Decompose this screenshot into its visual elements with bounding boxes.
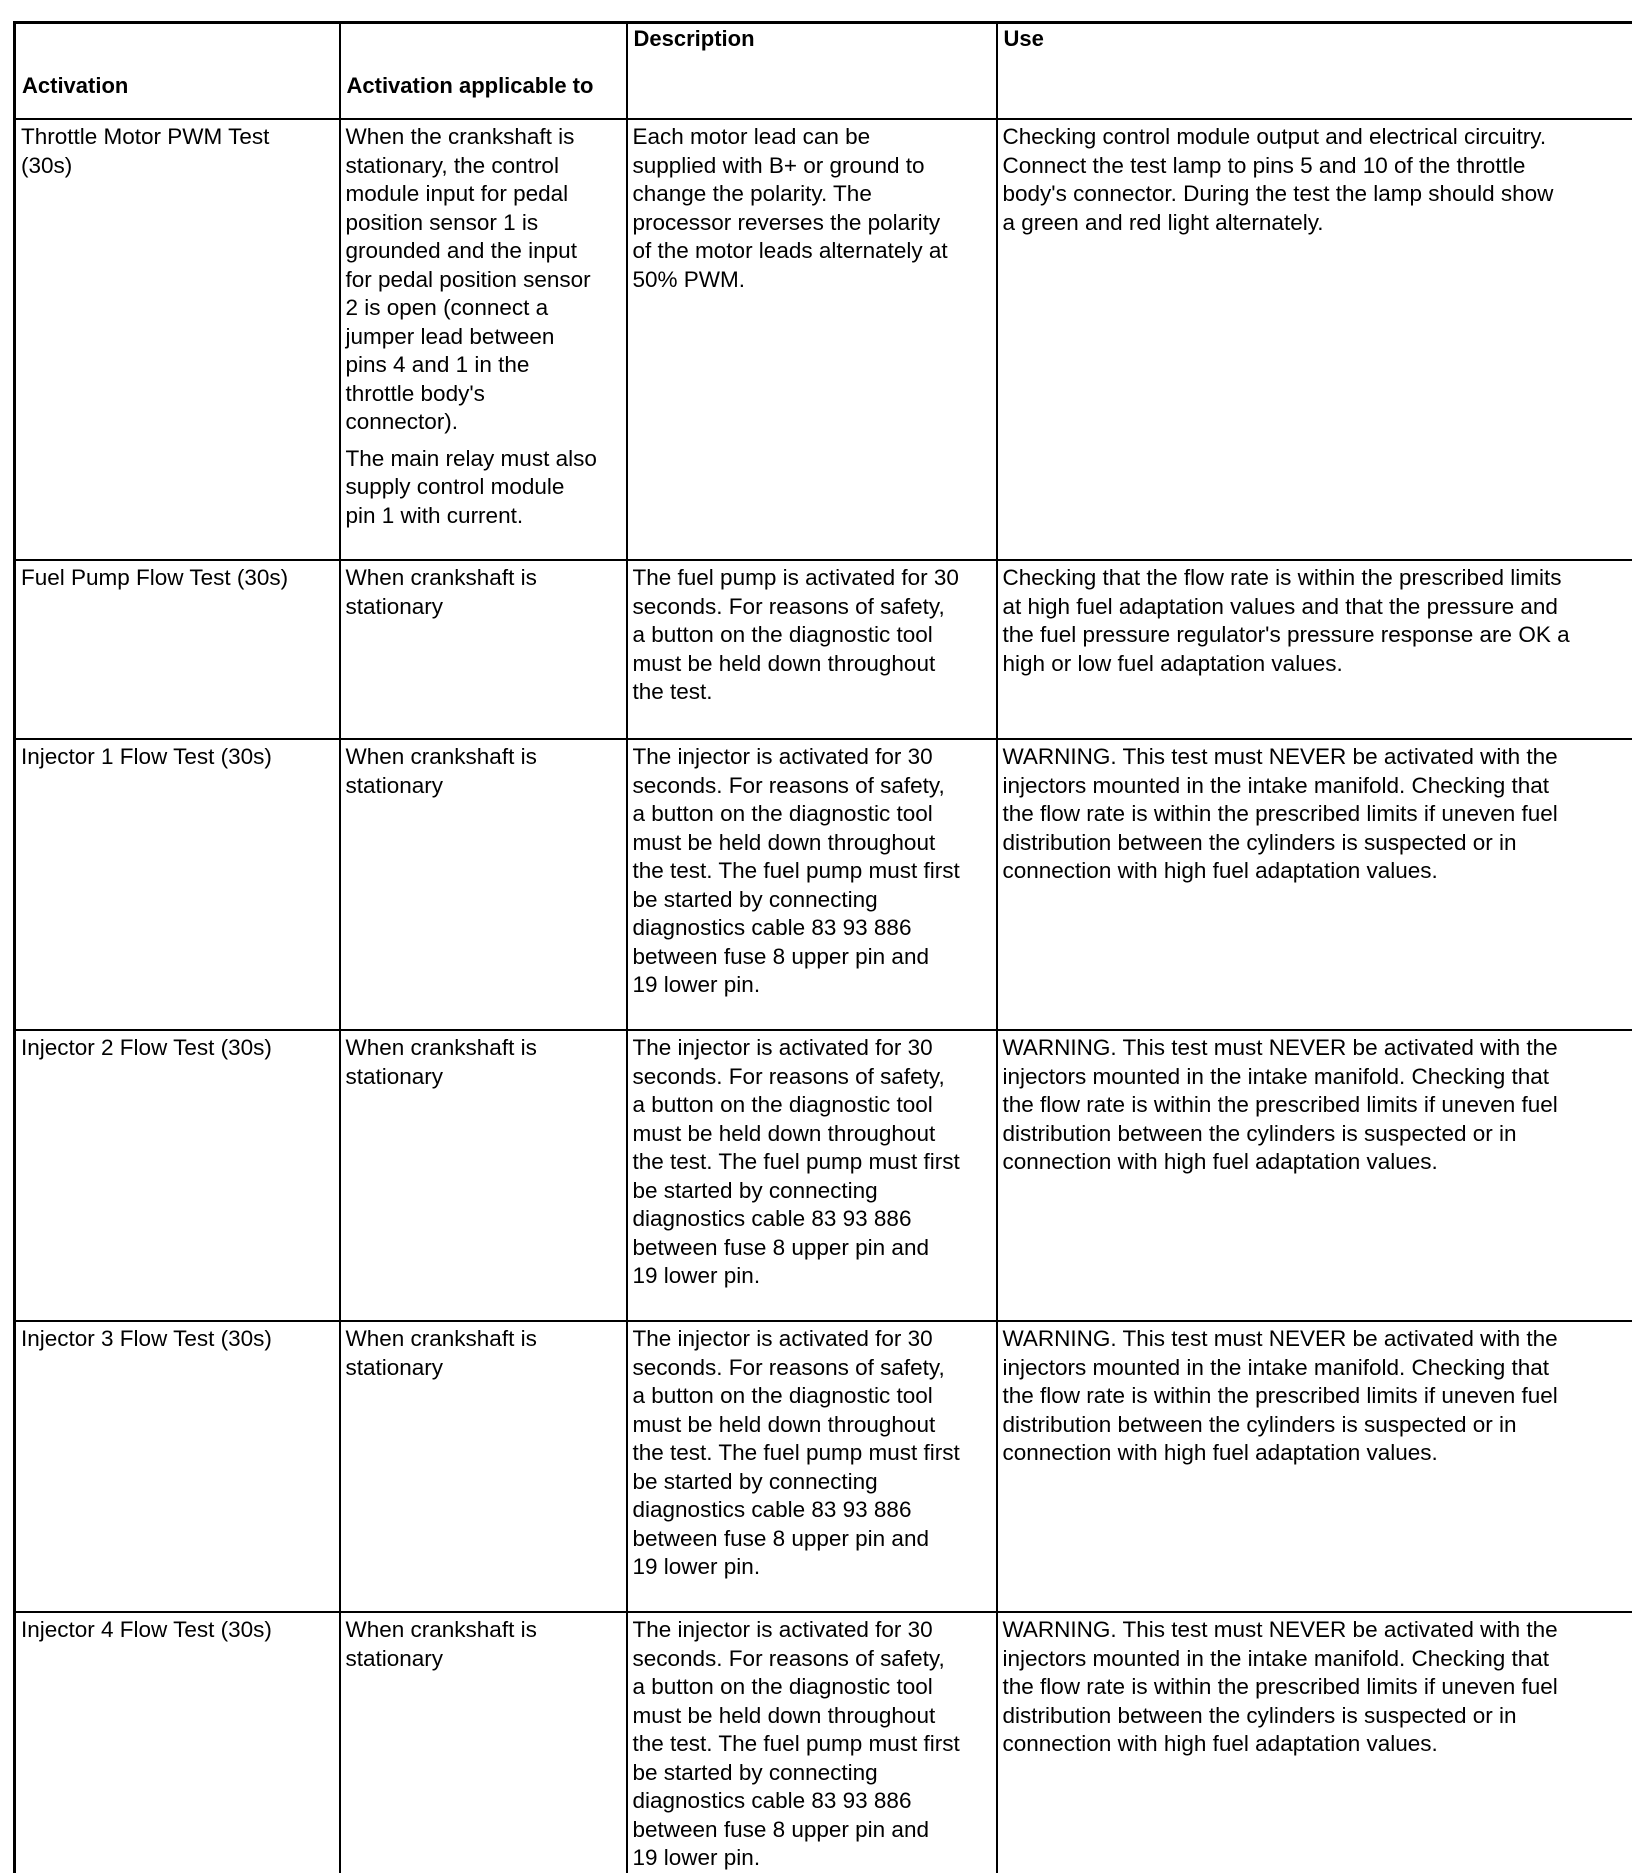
header-applicable: Activation applicable to bbox=[340, 23, 627, 120]
table-row bbox=[15, 1030, 1632, 1321]
cell-use bbox=[997, 560, 1632, 739]
cell-description bbox=[627, 1321, 997, 1612]
cell-use bbox=[997, 1612, 1632, 1873]
activation-text: Injector 1 Flow Test (30s) bbox=[21, 743, 334, 772]
description-text: Each motor lead can be supplied with B+ or ground to change the polarity. The processor reverses the polarity of the motor leads alternately at 50% PWM. bbox=[633, 123, 991, 294]
use-text: WARNING. This test must NEVER be activated with the injectors mounted in the intake manifold. Checking that the flow rate is within the prescribed limits if uneven fuel distribution between the cylinders is suspected or in connection with high fuel adaptation values. bbox=[1003, 1616, 1629, 1759]
description-text: The injector is activated for 30 seconds. For reasons of safety, a button on the diagnostic tool must be held down throughout the test. The fuel pump must first be started by connecting diagnostics cable 83 93 886 between fuse 8 upper pin and 19 lower pin. bbox=[633, 1325, 991, 1582]
applicable-note: The main relay must also supply control module pin 1 with current. bbox=[346, 445, 621, 531]
header-use: Use bbox=[997, 23, 1632, 120]
header-description: Description bbox=[627, 23, 997, 120]
cell-description bbox=[627, 739, 997, 1030]
cell-description bbox=[627, 1030, 997, 1321]
cell-applicable bbox=[340, 1612, 627, 1873]
applicable-text: When crankshaft is stationary bbox=[346, 743, 621, 800]
table-row bbox=[15, 739, 1632, 1030]
cell-use bbox=[997, 739, 1632, 1030]
activation-text: Injector 3 Flow Test (30s) bbox=[21, 1325, 334, 1354]
cell-applicable bbox=[340, 1321, 627, 1612]
header-row bbox=[15, 23, 1632, 120]
cell-description bbox=[627, 1612, 997, 1873]
cell-applicable bbox=[340, 560, 627, 739]
activation-text: Throttle Motor PWM Test (30s) bbox=[21, 123, 334, 180]
applicable-text: When crankshaft is stationary bbox=[346, 1325, 621, 1382]
use-text: Checking that the flow rate is within the prescribed limits at high fuel adaptation values and that the pressure and the fuel pressure regulator's pressure response are OK a high or low fuel adaptation values. bbox=[1003, 564, 1629, 678]
description-text: The injector is activated for 30 seconds. For reasons of safety, a button on the diagnostic tool must be held down throughout the test. The fuel pump must first be started by connecting diagnostics cable 83 93 886 between fuse 8 upper pin and 19 lower pin. bbox=[633, 743, 991, 1000]
table-row bbox=[15, 560, 1632, 739]
table-row bbox=[15, 119, 1632, 560]
use-text: WARNING. This test must NEVER be activated with the injectors mounted in the intake manifold. Checking that the flow rate is within the prescribed limits if uneven fuel distribution between the cylinders is suspected or in connection with high fuel adaptation values. bbox=[1003, 743, 1629, 886]
cell-activation bbox=[15, 1030, 340, 1321]
applicable-text: When crankshaft is stationary bbox=[346, 1616, 621, 1673]
use-text: Checking control module output and electrical circuitry. Connect the test lamp to pins 5 and 10 of the throttle body's connector. During the test the lamp should show a green and red light alternately. bbox=[1003, 123, 1629, 237]
cell-description bbox=[627, 560, 997, 739]
cell-activation bbox=[15, 1321, 340, 1612]
activation-text: Injector 2 Flow Test (30s) bbox=[21, 1034, 334, 1063]
cell-description bbox=[627, 119, 997, 560]
cell-activation bbox=[15, 119, 340, 560]
use-text: WARNING. This test must NEVER be activated with the injectors mounted in the intake manifold. Checking that the flow rate is within the prescribed limits if uneven fuel distribution between the cylinders is suspected or in connection with high fuel adaptation values. bbox=[1003, 1034, 1629, 1177]
description-text: The injector is activated for 30 seconds. For reasons of safety, a button on the diagnostic tool must be held down throughout the test. The fuel pump must first be started by connecting diagnostics cable 83 93 886 between fuse 8 upper pin and 19 lower pin. bbox=[633, 1034, 991, 1291]
applicable-text: When the crankshaft is stationary, the control module input for pedal position sensor 1 is grounded and the input for pedal position sensor 2 is open (connect a jumper lead between pins 4 and 1 in the throttle body's connector). bbox=[346, 123, 621, 437]
activation-table bbox=[13, 21, 1632, 1873]
cell-applicable bbox=[340, 739, 627, 1030]
activation-text: Fuel Pump Flow Test (30s) bbox=[21, 564, 334, 593]
table-row bbox=[15, 1321, 1632, 1612]
applicable-text: When crankshaft is stationary bbox=[346, 1034, 621, 1091]
table-row bbox=[15, 1612, 1632, 1873]
cell-applicable bbox=[340, 119, 627, 560]
activation-text: Injector 4 Flow Test (30s) bbox=[21, 1616, 334, 1645]
cell-applicable bbox=[340, 1030, 627, 1321]
cell-activation bbox=[15, 560, 340, 739]
cell-activation bbox=[15, 739, 340, 1030]
cell-activation bbox=[15, 1612, 340, 1873]
description-text: The injector is activated for 30 seconds. For reasons of safety, a button on the diagnostic tool must be held down throughout the test. The fuel pump must first be started by connecting diagnostics cable 83 93 886 between fuse 8 upper pin and 19 lower pin. bbox=[633, 1616, 991, 1873]
applicable-text: When crankshaft is stationary bbox=[346, 564, 621, 621]
cell-use bbox=[997, 1321, 1632, 1612]
use-text: WARNING. This test must NEVER be activated with the injectors mounted in the intake manifold. Checking that the flow rate is within the prescribed limits if uneven fuel distribution between the cylinders is suspected or in connection with high fuel adaptation values. bbox=[1003, 1325, 1629, 1468]
cell-use bbox=[997, 119, 1632, 560]
description-text: The fuel pump is activated for 30 seconds. For reasons of safety, a button on the diagnostic tool must be held down throughout the test. bbox=[633, 564, 991, 707]
header-activation: Activation bbox=[15, 23, 340, 120]
cell-use bbox=[997, 1030, 1632, 1321]
